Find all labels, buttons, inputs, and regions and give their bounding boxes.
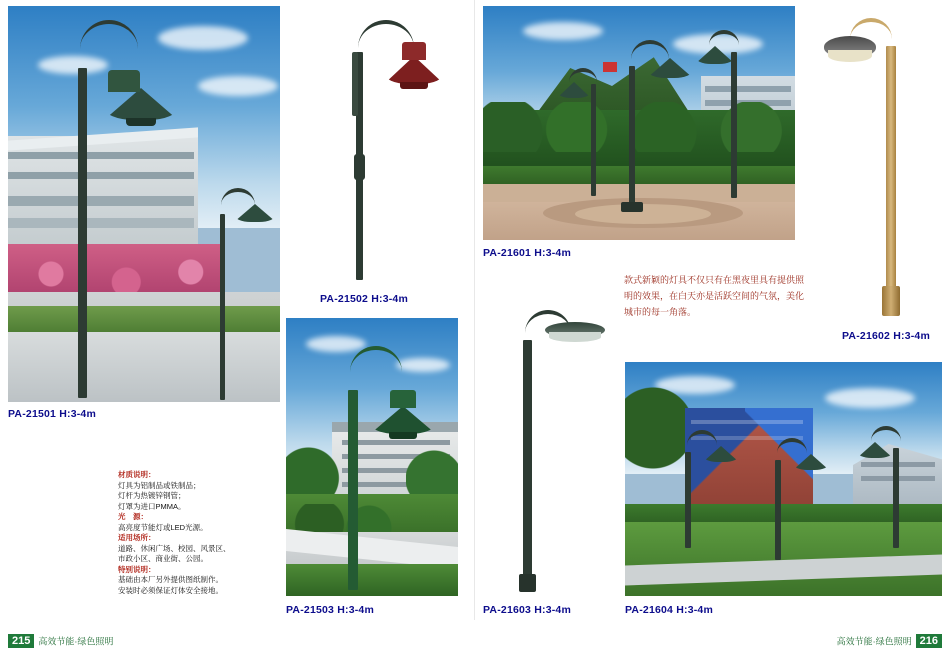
product-photo-pa-21502	[292, 6, 458, 284]
product-photo-pa-21601	[483, 6, 795, 240]
product-photo-pa-21501	[8, 6, 280, 402]
spec-material-line-2: 灯杆为热镀锌钢管；	[118, 491, 186, 500]
product-photo-pa-21602	[812, 6, 942, 320]
product-photo-pa-21604	[625, 362, 942, 596]
spec-application-line-2: 市政小区、商业街、公园。	[118, 554, 208, 563]
page-number-left: 215	[8, 634, 34, 648]
spec-note-line-1: 基础由本厂另外提供图纸制作。	[118, 575, 223, 584]
caption-pa-21501: PA-21501 H:3-4m	[8, 408, 97, 420]
caption-pa-21601: PA-21601 H:3-4m	[483, 247, 572, 259]
spec-material-line-3: 灯罩为进口PMMA。	[118, 501, 186, 511]
product-photo-pa-21603	[483, 274, 613, 596]
spec-material-title: 材质说明：	[118, 470, 156, 479]
specification-block	[118, 470, 231, 596]
caption-pa-21502: PA-21502 H:3-4m	[320, 293, 409, 305]
footer-label-left: 高效节能·绿色照明	[38, 636, 114, 647]
spec-light-source-line-1: 高亮度节能灯或LED光源。	[118, 522, 208, 532]
spec-application-title: 适用场所：	[118, 533, 156, 542]
caption-pa-21603: PA-21603 H:3-4m	[483, 604, 572, 616]
page-divider	[474, 0, 475, 620]
spec-note-line-2: 安装时必须保证灯体安全接地。	[118, 585, 223, 595]
caption-pa-21503: PA-21503 H:3-4m	[286, 604, 375, 616]
caption-pa-21602: PA-21602 H:3-4m	[842, 330, 931, 342]
spec-light-source-title: 光 源：	[118, 512, 148, 521]
page-number-right: 216	[916, 634, 942, 648]
caption-pa-21604: PA-21604 H:3-4m	[625, 604, 714, 616]
spec-material-line-1: 灯具为铝制品或铁制品；	[118, 480, 201, 490]
product-description: 款式新颖的灯具不仅只有在黑夜里具有提供照明的效果，在白天亦是活跃空间的气氛，美化城市的每一角落。	[624, 275, 805, 317]
footer-left	[8, 634, 113, 648]
spec-note-title: 特别说明：	[118, 564, 156, 574]
product-photo-pa-21503	[286, 318, 458, 596]
footer-label-right: 高效节能·绿色照明	[836, 636, 912, 647]
footer-right	[837, 634, 942, 648]
spec-application-line-1: 道路、休闲广场、校园、风景区、	[118, 543, 231, 553]
